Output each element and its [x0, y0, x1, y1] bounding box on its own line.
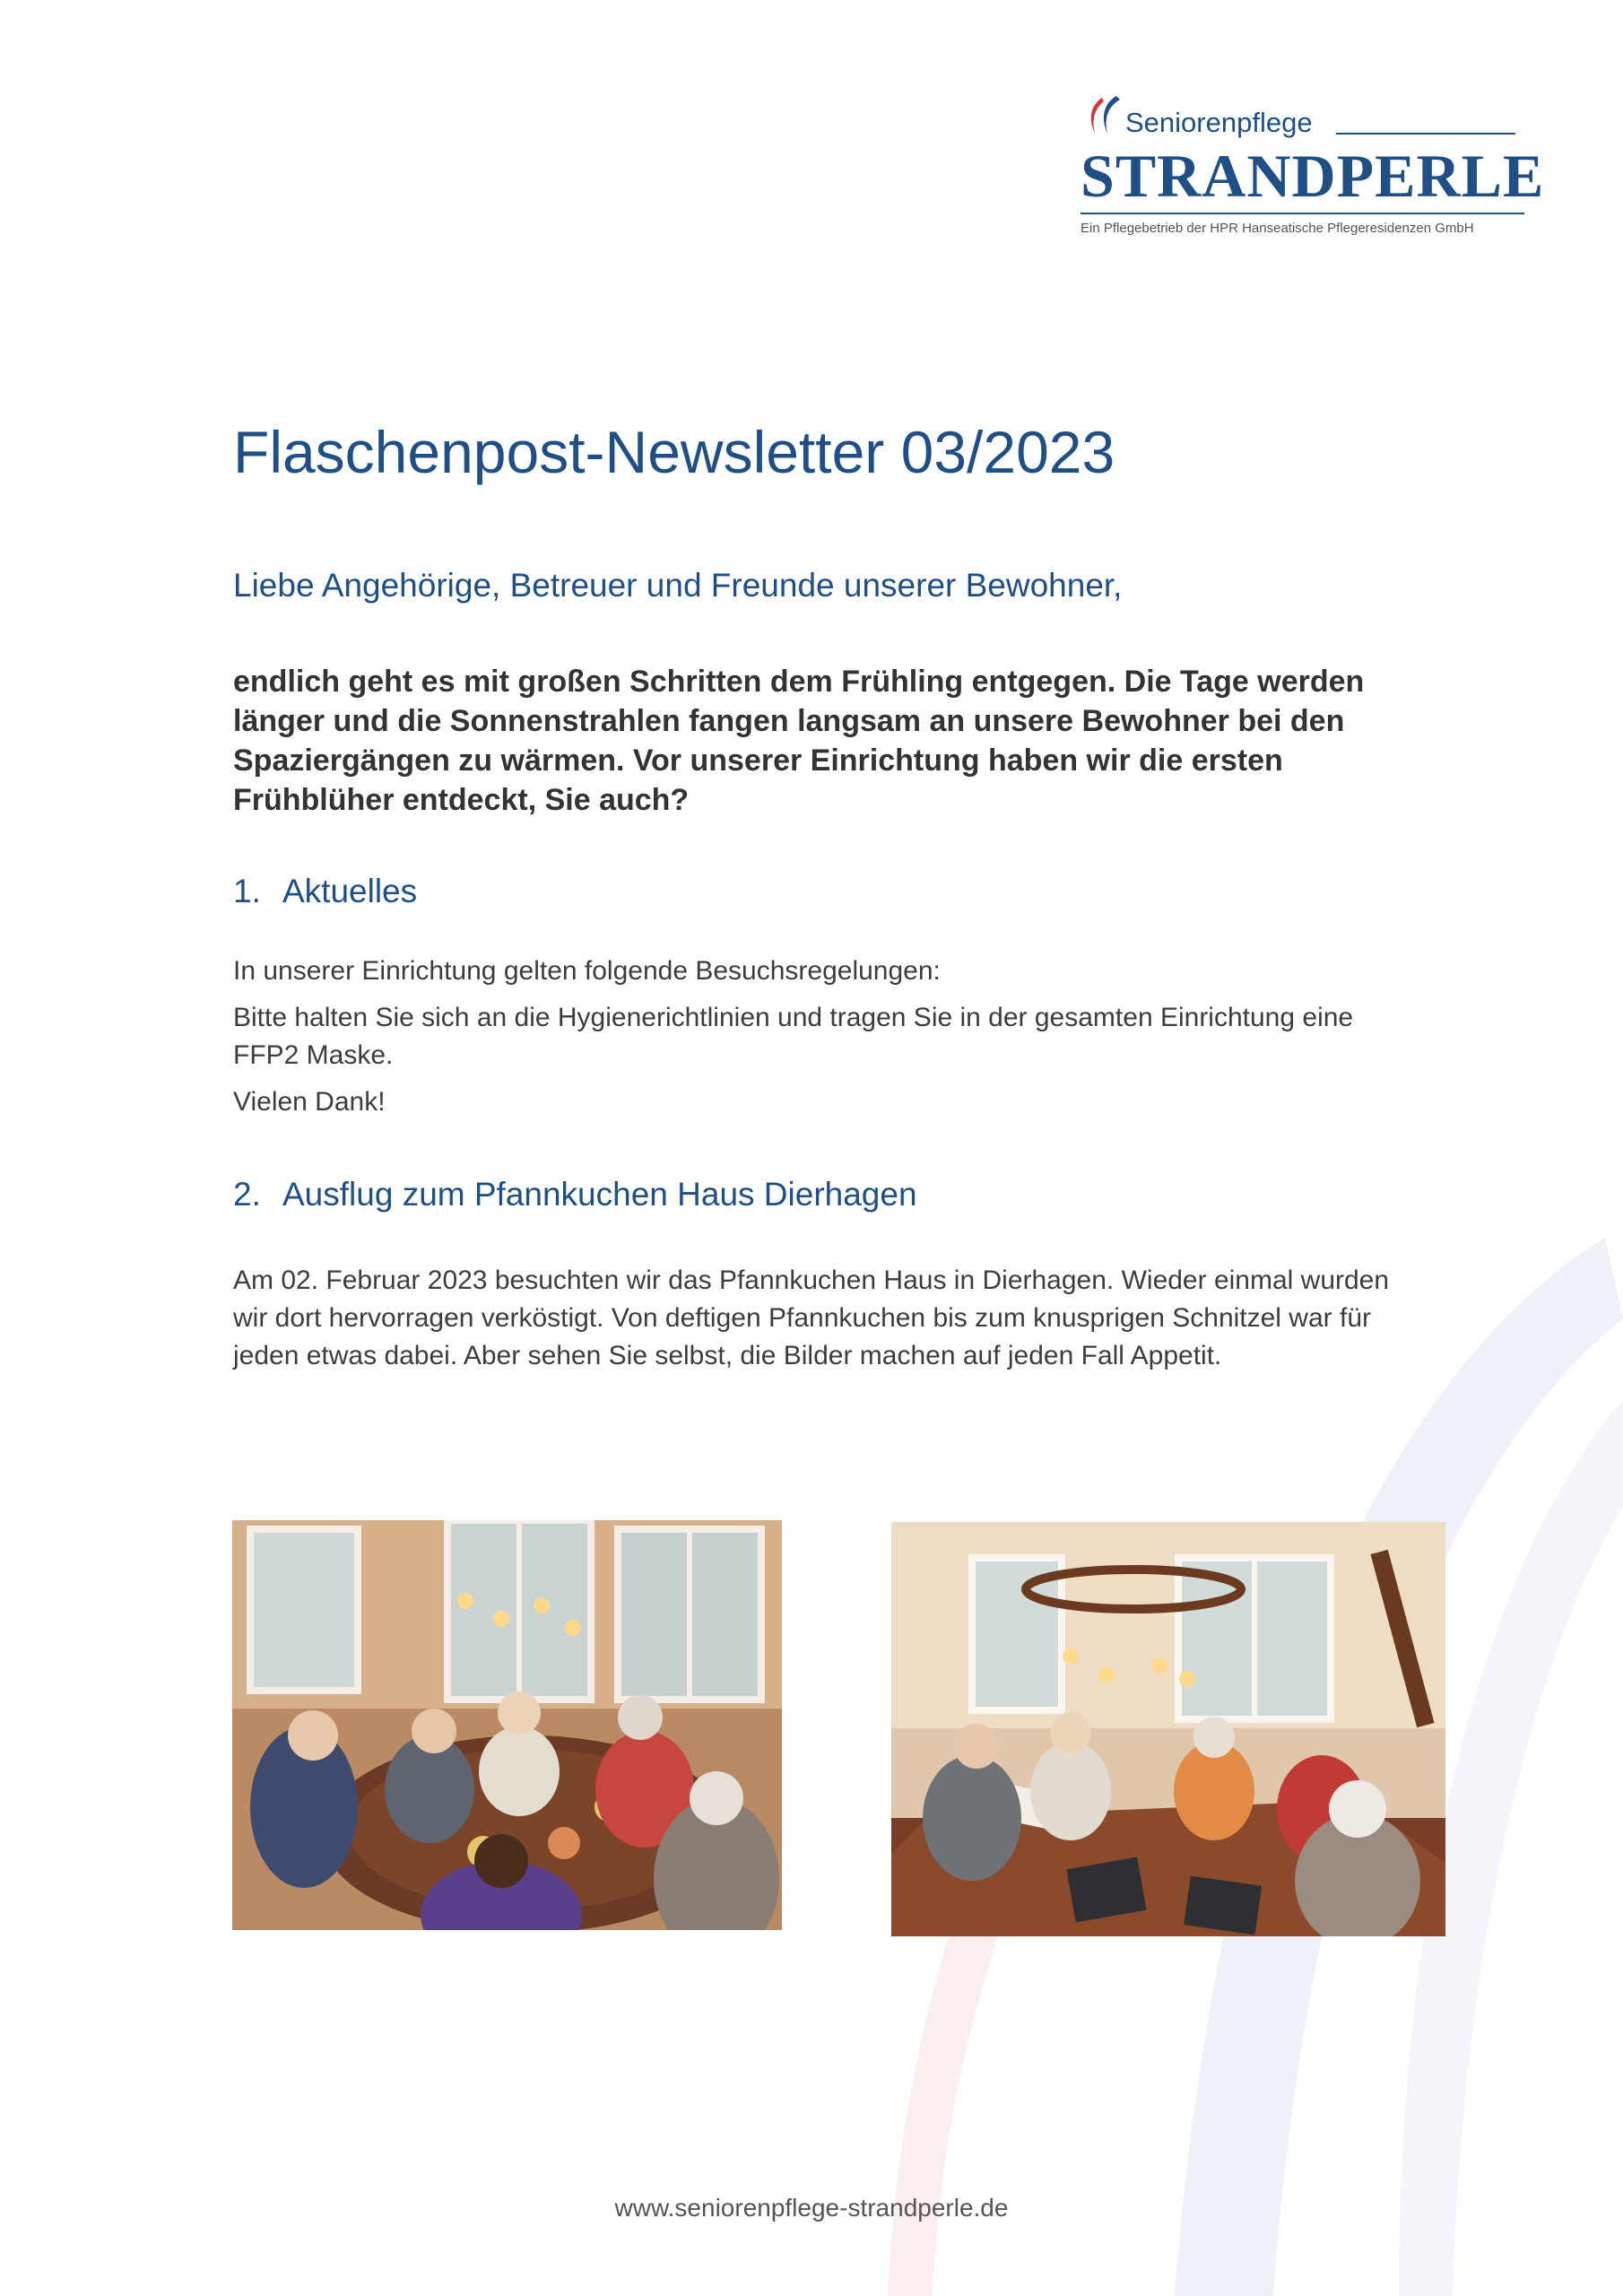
section-title: Ausflug zum Pfannkuchen Haus Dierhagen — [282, 1176, 917, 1213]
page-title: Flaschenpost-Newsletter 03/2023 — [233, 419, 1115, 485]
footer-website: www.seniorenpflege-strandperle.de — [614, 2194, 1009, 2222]
section-heading-aktuelles — [233, 873, 417, 910]
section-1-paragraph-3: Vielen Dank! — [233, 1087, 386, 1117]
salutation: Liebe Angehörige, Betreuer und Freunde unserer Bewohner, — [233, 567, 1123, 604]
section-1-paragraph-2: Bitte halten Sie sich an die Hygienerichtlinien und tragen Sie in der gesamten Einrichtung eine FFP2 Maske. — [233, 1003, 1354, 1070]
company-logo — [1081, 94, 1545, 247]
section-2-paragraph-1: Am 02. Februar 2023 besuchten wir das Pfannkuchen Haus in Dierhagen. Wieder einmal wurden wir dort hervorragen verköstigt. Von deftigen Pfannkuchen bis zum knusprigen Schnitzel war für jeden etwas dabei. Aber sehen Sie selbst, die Bilder machen auf jeden Fall Appetit. — [233, 1265, 1390, 1370]
logo-rule — [1336, 133, 1515, 135]
restaurant-photo-2 — [891, 1522, 1445, 1936]
restaurant-photo-1 — [232, 1520, 782, 1930]
photo-1-illustration — [232, 1520, 782, 1930]
section-number: 2. — [233, 1176, 261, 1213]
section-title: Aktuelles — [282, 873, 418, 909]
section-1-paragraph-1: In unserer Einrichtung gelten folgende Besuchsregelungen: — [233, 956, 941, 986]
section-heading-ausflug — [233, 1176, 917, 1213]
intro-paragraph: endlich geht es mit großen Schritten dem Frühling entgegen. Die Tage werden länger und die Sonnenstrahlen fangen langsam an unsere Bewohner bei den Spaziergängen zu wärmen. Vor unserer Einrichtung haben wir die ersten Frühblüher entdeckt, Sie auch? — [233, 665, 1365, 817]
section-number: 1. — [233, 873, 261, 909]
logo-rule-bottom — [1081, 213, 1524, 214]
logo-tagline: Ein Pflegebetrieb der HPR Hanseatische Pflegeresidenzen GmbH — [1081, 221, 1474, 236]
photo-2-illustration — [891, 1522, 1445, 1936]
logo-subtitle: Seniorenpflege — [1125, 107, 1313, 138]
logo-name: STRANDPERLE — [1081, 142, 1545, 210]
